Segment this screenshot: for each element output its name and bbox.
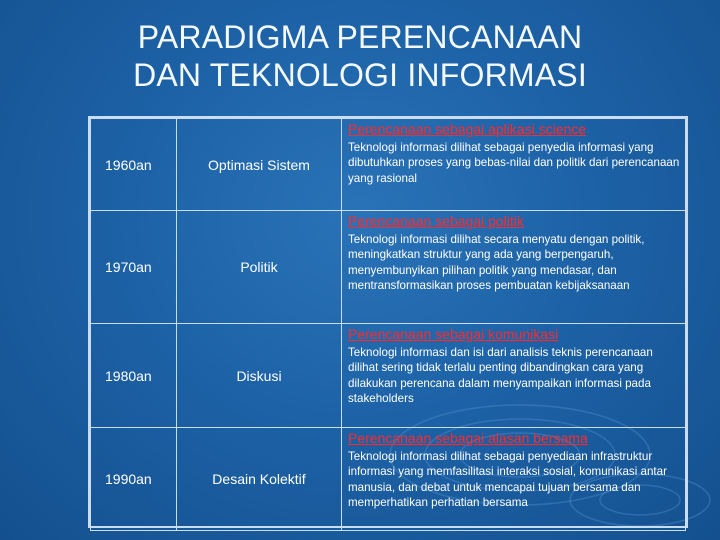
table-row xyxy=(91,428,686,531)
slide-title xyxy=(60,18,660,94)
table-row xyxy=(91,211,686,324)
paradigm-cell: Optimasi Sistem xyxy=(177,119,342,211)
row-heading: Perencanaan sebagai aplikasi science xyxy=(348,121,587,137)
title-line-2: DAN TEKNOLOGI INFORMASI xyxy=(133,57,587,93)
row-heading: Perencanaan sebagai politik xyxy=(348,213,524,229)
row-description: Teknologi informasi dan isi dari analisis teknis perencanaan dilihat sering tidak terlalu penting dibandingkan cara yang dilakukan perencana dalam menyampaikan informasi pada stakeholders xyxy=(348,346,653,405)
year-cell: 1990an xyxy=(91,428,177,531)
row-heading: Perencanaan sebagai komunikasi xyxy=(348,326,559,342)
description-cell xyxy=(342,211,686,324)
row-description: Teknologi informasi dilihat sebagai penyediaan infrastruktur informasi yang memfasilitasi interaksi sosial, komunikasi antar manusia, dan debat untuk mencapai tujuan bersama dan memperhatikan perhatian bersama xyxy=(348,450,667,509)
description-cell xyxy=(342,119,686,211)
paradigm-cell: Diskusi xyxy=(177,324,342,428)
row-description: Teknologi informasi dilihat sebagai penyedia informasi yang dibutuhkan proses yang bebas-nilai dan politik dari perencanaan yang rasional xyxy=(348,141,680,185)
year-cell: 1970an xyxy=(91,211,177,324)
year-cell: 1960an xyxy=(91,119,177,211)
description-cell xyxy=(342,428,686,531)
table-row xyxy=(91,324,686,428)
table-row xyxy=(91,119,686,211)
title-line-1: PARADIGMA PERENCANAAN xyxy=(137,19,583,55)
paradigm-table xyxy=(88,116,688,528)
year-cell: 1980an xyxy=(91,324,177,428)
paradigm-cell: Desain Kolektif xyxy=(177,428,342,531)
description-cell xyxy=(342,324,686,428)
row-heading: Perencanaan sebagai alasan bersama xyxy=(348,430,588,446)
row-description: Teknologi informasi dilihat secara menyatu dengan politik, meningkatkan struktur yang ada yang berpengaruh, menyembunyikan pilihan politik yang mendasar, dan mentransformasikan proses pembuatan kebijaksanaan xyxy=(348,233,645,292)
paradigm-cell: Politik xyxy=(177,211,342,324)
